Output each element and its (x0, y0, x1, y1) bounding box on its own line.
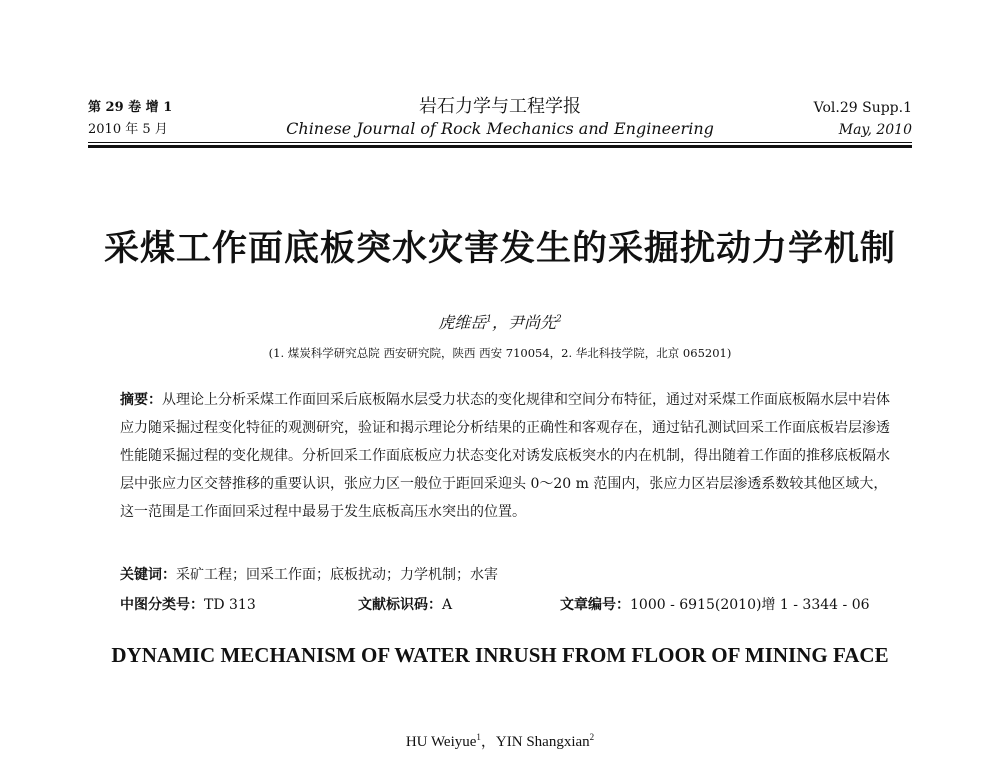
header-rule-thick (88, 145, 912, 148)
article-no-value: 1000 - 6915(2010)增 1 - 3344 - 06 (630, 597, 870, 613)
doc-code-label: 文献标识码： (358, 597, 442, 613)
header-rule-thin (88, 142, 912, 143)
article-title-cn: 采煤工作面底板突水灾害发生的采掘扰动力学机制 (103, 229, 896, 269)
volume-issue-cn: 第 29 卷 增 1 (88, 100, 173, 115)
clc-value: TD 313 (204, 597, 256, 613)
abstract (120, 386, 890, 526)
abstract-label: 摘要： (120, 392, 162, 408)
author-2-affil-en: 2 (589, 732, 595, 742)
author-2-cn: 尹尚先 (508, 313, 557, 332)
abstract-text: 从理论上分析采煤工作面回采后底板隔水层受力状态的变化规律和空间分布特征，通过对采煤工作面底板隔水层中岩体应力随采掘过程变化特征的观测研究，验证和揭示理论分析结果的正确性和客观存在，通过钻孔测试回采工作面底板岩层渗透性能随采掘过程的变化规律。分析回采工作面底板应力状态变化对诱发底板突水的内在机制，得出随着工作面的推移底板隔水层中张应力区交替推移的重要认识，张应力区一般位于距回采迎头 0～20 m 范围内，张应力区岩层渗透系数较其他区域大，这一范围是工作面回采过程中最易于发生底板高压水突出的位置。 (120, 392, 890, 520)
journal-title-en: Chinese Journal of Rock Mechanics and Engineering (286, 119, 714, 138)
author-2-affil-cn: 2 (556, 314, 562, 325)
author-separator-cn: ， (491, 313, 508, 332)
article-title-en: DYNAMIC MECHANISM OF WATER INRUSH FROM FLOOR OF MINING FACE (111, 643, 889, 667)
authors-cn (0, 310, 1000, 333)
author-1-cn: 虎维岳 (438, 313, 487, 332)
document-code (358, 594, 452, 614)
volume-issue-en: Vol.29 Supp.1 (813, 100, 912, 116)
article-number (560, 594, 870, 614)
keywords-label: 关键词： (120, 567, 176, 583)
affiliation-cn: (1. 煤炭科学研究总院 西安研究院，陕西 西安 710054，2. 华北科技学院，北京 065201) (268, 346, 732, 360)
author-1-affil-cn: 1 (486, 314, 492, 325)
article-no-label: 文章编号： (560, 597, 630, 613)
publication-date-cn: 2010 年 5 月 (88, 122, 168, 137)
author-1-affil-en: 1 (476, 732, 481, 742)
doc-code-value: A (442, 597, 453, 613)
author-2-en: YIN Shangxian (495, 734, 590, 750)
author-separator-en: ， (480, 734, 496, 750)
clc-number (120, 594, 256, 614)
publication-date-en: May, 2010 (838, 122, 912, 138)
keywords (120, 564, 498, 584)
journal-title-cn: 岩石力学与工程学报 (419, 96, 581, 117)
author-1-en: HU Weiyue (405, 734, 477, 750)
keywords-text: 采矿工程；回采工作面；底板扰动；力学机制；水害 (176, 567, 498, 583)
authors-en (0, 730, 1000, 751)
clc-label: 中图分类号： (120, 597, 204, 613)
